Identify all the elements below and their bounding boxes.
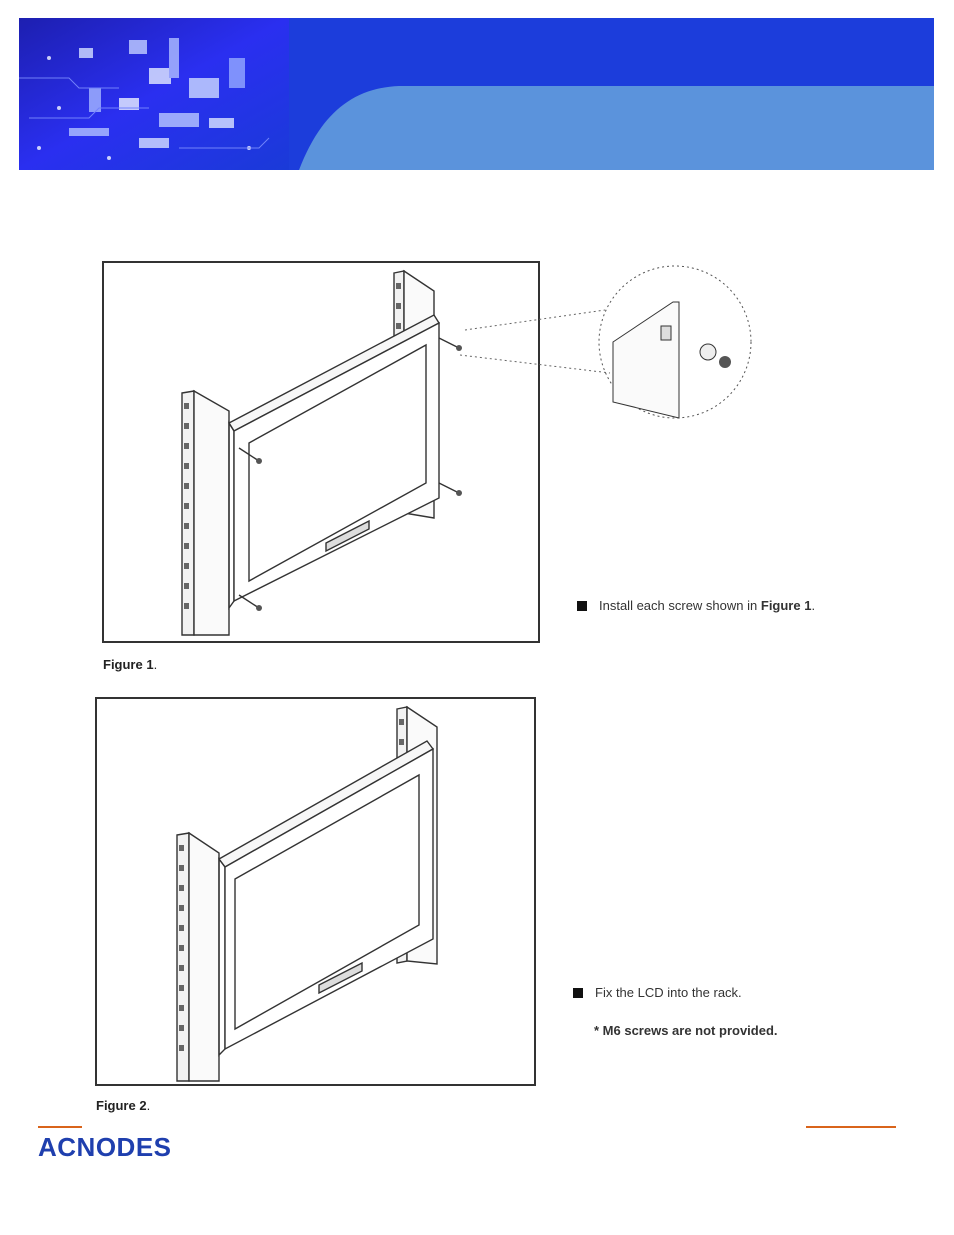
footer-rule-left bbox=[38, 1126, 82, 1128]
detail-callout-lines bbox=[455, 305, 615, 385]
instruction-step-1: Install each screw shown in Figure 1 . bbox=[577, 598, 815, 613]
acnodes-logo bbox=[38, 1130, 198, 1162]
bullet-square-icon bbox=[577, 601, 587, 611]
instruction-step-2: Fix the LCD into the rack. bbox=[573, 985, 742, 1000]
figure-2-frame bbox=[95, 697, 536, 1086]
footer-rule-right bbox=[806, 1126, 896, 1128]
header-banner bbox=[19, 18, 934, 170]
svg-text:ACNODES: ACNODES bbox=[38, 1132, 172, 1162]
screw-note: * M6 screws are not provided. bbox=[594, 1023, 778, 1038]
figure-2-illustration bbox=[97, 699, 534, 1084]
screw-detail-illustration bbox=[593, 262, 757, 422]
figure-1-caption: Figure 1. bbox=[103, 657, 158, 672]
figure-2-caption: Figure 2. bbox=[96, 1098, 151, 1113]
bullet-square-icon bbox=[573, 988, 583, 998]
